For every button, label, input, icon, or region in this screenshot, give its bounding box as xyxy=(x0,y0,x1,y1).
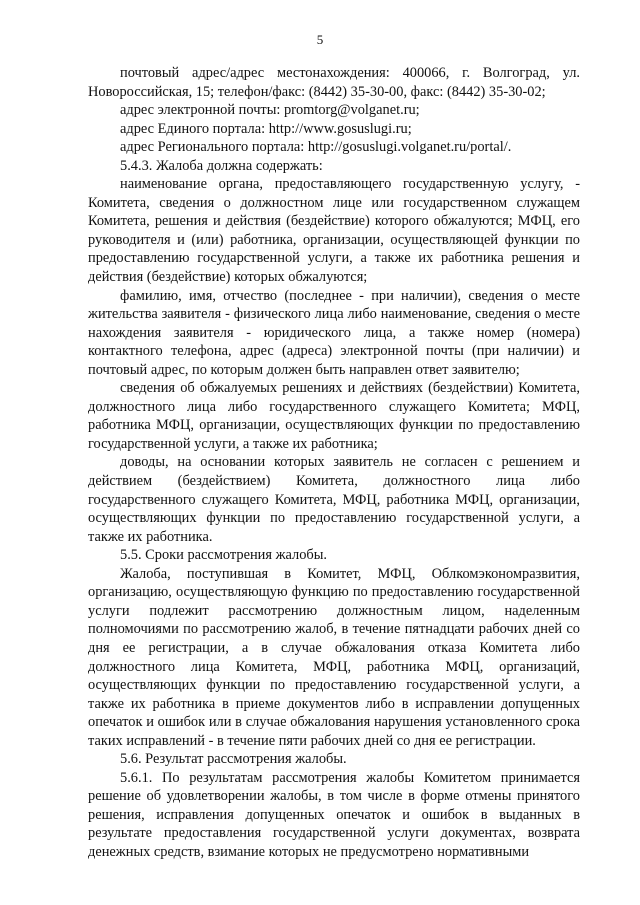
section-heading-5-5: 5.5. Сроки рассмотрения жалобы. xyxy=(120,547,328,564)
page-number: 5 xyxy=(316,32,324,47)
section-heading-5-4-3: 5.4.3. Жалоба должна содержать: xyxy=(120,157,323,174)
paragraph-appealed-decisions: сведения об обжалуемых решениях и действиях (бездействии) Комитета, должностного лица либо государственного служащего Комитета; МФЦ, работника МФЦ, организации, осуществляющих функции по предоставлению государственной услуги, а также их работника; xyxy=(88,380,580,452)
paragraph-body-name: наименование органа, предоставляющего государственную услугу, - Комитета, сведения о должностном лице или государственном служащем Комитета, решения и действия (бездействие) которого обжалуются; МФЦ, его руководителя и (или) работника, организации, осуществляющей функции по предоставлению государственной услуги, а также их работника решения и действия (бездействие) которых обжалуются; xyxy=(88,176,580,286)
paragraph-regional-portal: адрес Регионального портала: http://gosuslugi.volganet.ru/portal/. xyxy=(120,139,512,156)
paragraph-email-address: адрес электронной почты: promtorg@volganet.ru; xyxy=(120,102,420,119)
document-body xyxy=(88,64,580,862)
paragraph-arguments: доводы, на основании которых заявитель не согласен с решением и действием (бездействием) Комитета, должностного лица либо государственного служащего Комитета, МФЦ, работника МФЦ, организации, осуществляющих функции по предоставлению государственной услуги, а также их работника. xyxy=(88,454,580,545)
paragraph-review-terms: Жалоба, поступившая в Комитет, МФЦ, Облкомэкономразвития, организацию, осуществляющую функцию по предоставлению государственной услуги подлежит рассмотрению должностным лицом, наделенным полномочиями по рассмотрению жалоб, в течение пятнадцати рабочих дней со дня ее регистрации, а в случае обжалования отказа Комитета либо должностного лица Комитета, МФЦ, работника МФЦ, организаций, осуществляющих функции по предоставлению государственной услуги, а также их работника в приеме документов либо в исправлении допущенных опечаток и ошибок или в случае обжалования нарушения установленного срока таких исправлений - в течение пяти рабочих дней со дня ее регистрации. xyxy=(88,565,580,749)
paragraph-applicant-details: фамилию, имя, отчество (последнее - при наличии), сведения о месте жительства заявителя - физического лица либо наименование, сведения о месте нахождения заявителя - юридического лица, а также номер (номера) контактного телефона, адрес (адреса) электронной почты (при наличии) и почтовый адрес, по которым должен быть направлен ответ заявителю; xyxy=(88,287,580,378)
section-heading-5-6: 5.6. Результат рассмотрения жалобы. xyxy=(120,751,347,768)
paragraph-review-result: 5.6.1. По результатам рассмотрения жалобы Комитетом принимается решение об удовлетворении жалобы, в том числе в форме отмены принятого решения, исправления допущенных опечаток и ошибок в выданных в результате предоставления государственной услуги документах, возврата денежных средств, взимание которых не предусмотрено нормативными xyxy=(88,769,580,860)
paragraph-postal-address: почтовый адрес/адрес местонахождения: 400066, г. Волгоград, ул. Новороссийская, 15; телефон/факс: (8442) 35-30-00, факс: (8442) 35-30-02; xyxy=(88,65,580,100)
paragraph-unified-portal: адрес Единого портала: http://www.gosuslugi.ru; xyxy=(120,120,412,137)
